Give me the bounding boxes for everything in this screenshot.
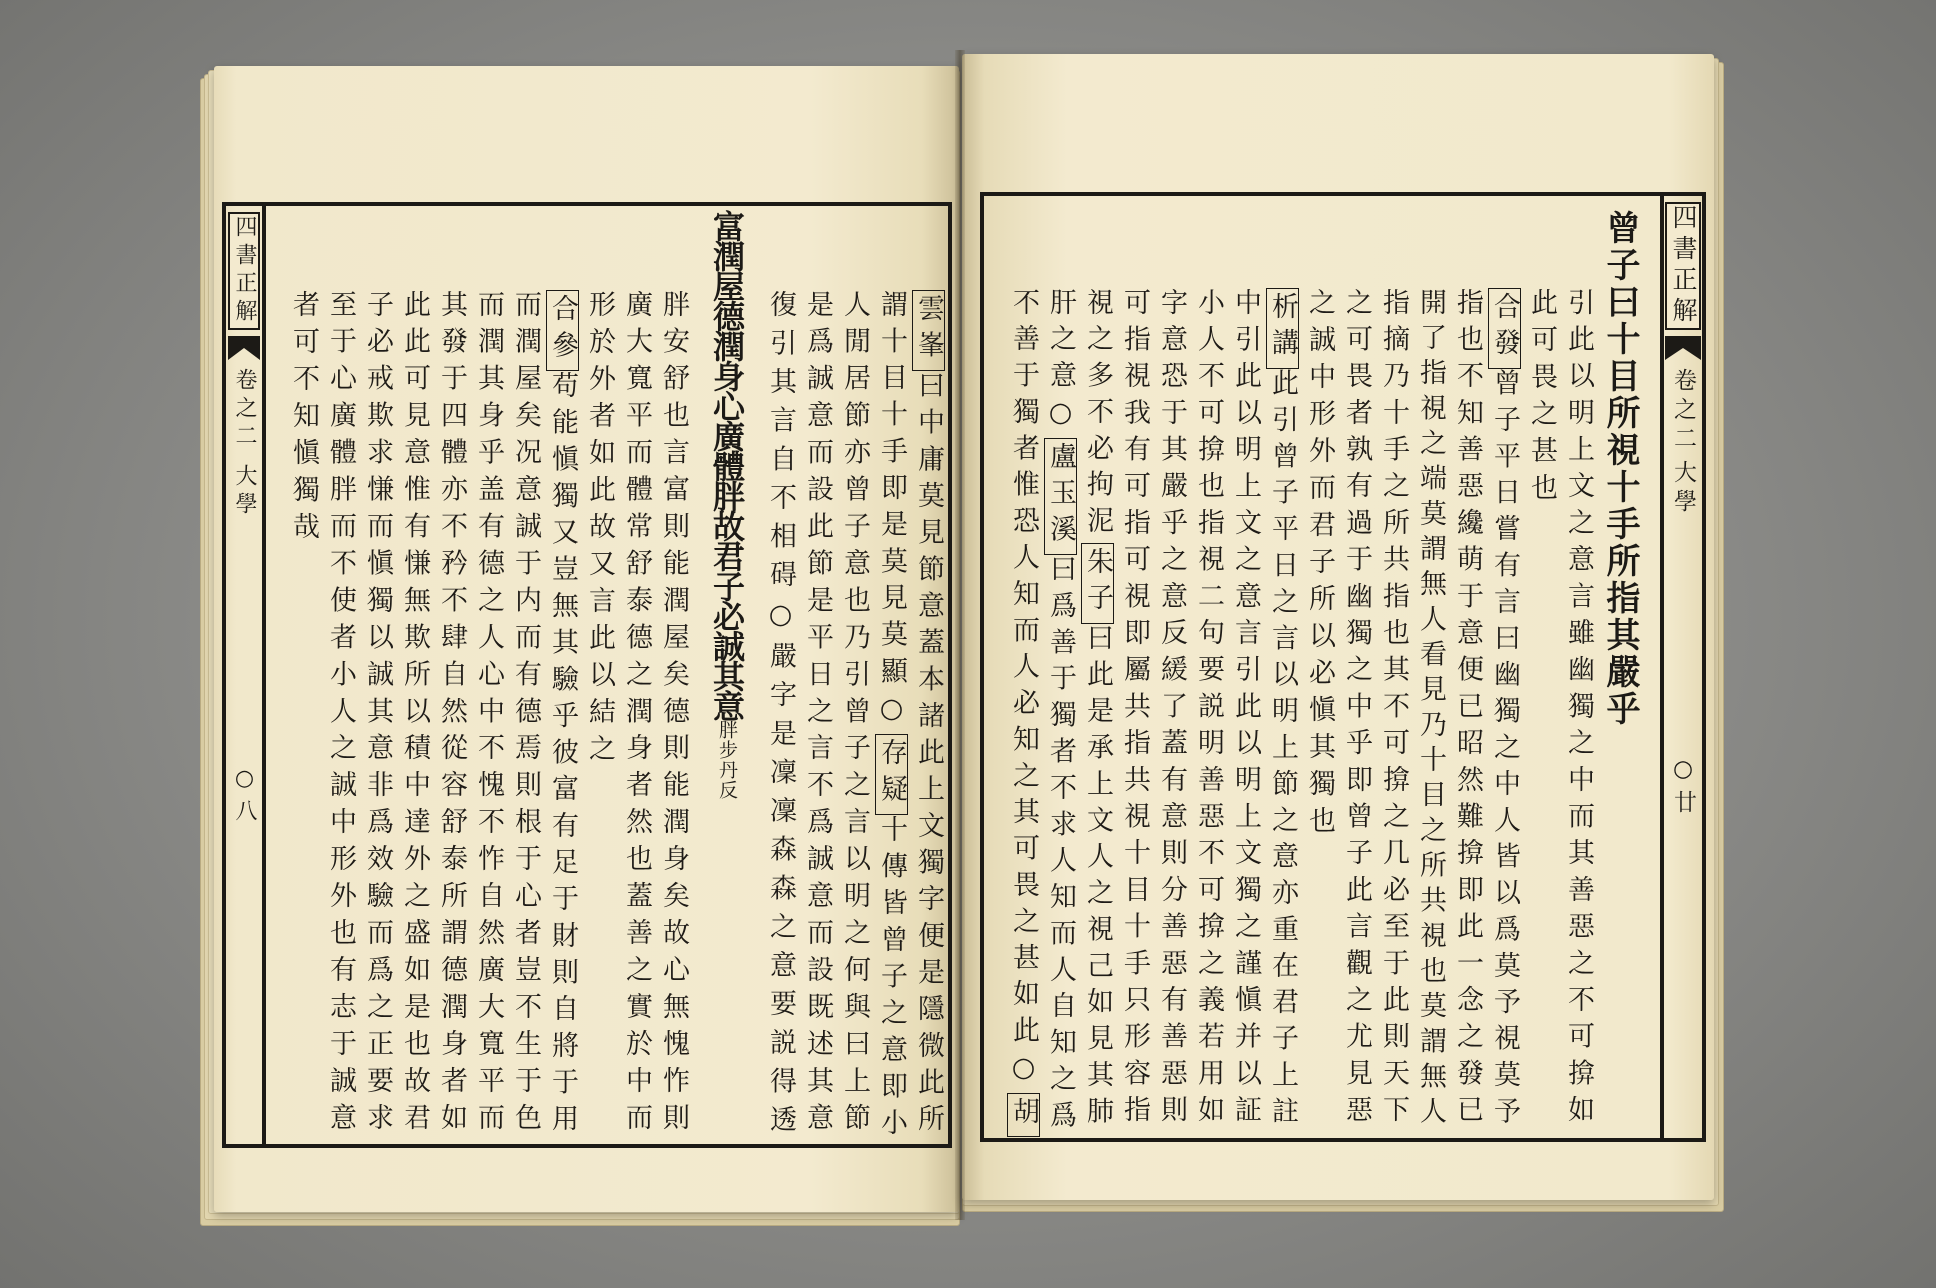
fish-tail-mark	[228, 336, 260, 360]
commentary-text: 者可不知愼獨哉	[288, 290, 319, 549]
boxed-source-name: 合參	[546, 290, 579, 371]
commentary-column	[322, 290, 359, 1140]
commentary-text: 苟能愼獨又豈無其驗乎彼富有足于財則自將于用	[547, 371, 578, 1142]
boxed-source-name: 胡	[1007, 1093, 1040, 1137]
fish-tail-mark	[1665, 336, 1701, 360]
commentary-text: 此引曾子平日之言以明上節之意亦重在君子上註	[1267, 368, 1298, 1134]
commentary-text: 至于心廣體胖而不使者小人之誠中形外也有志于誠意	[325, 290, 356, 1140]
edge-volume: 卷之二	[232, 368, 257, 452]
boxed-source-name: 存疑	[875, 734, 908, 815]
commentary-text: 指摘乃十手之所共指也其不可揜之几必至于此則天下	[1378, 288, 1409, 1132]
boxed-source-name: 雲峯	[912, 290, 945, 371]
commentary-column	[1264, 288, 1301, 1132]
main-text-column	[692, 210, 762, 800]
commentary-column	[1486, 288, 1523, 1132]
commentary-text: 之可畏者孰有過于幽獨之中乎即曾子此言觀之尤見惡	[1341, 288, 1372, 1132]
commentary-text: 之誠中形外而君子所以必愼其獨也	[1304, 288, 1335, 843]
left-page-text-block	[285, 210, 947, 1146]
commentary-text: 人閒居節亦曾子意也乃引曾子之言以明之何與曰上節	[839, 290, 870, 1140]
main-text: 曾子曰十目所視十手所指其嚴乎	[1600, 210, 1640, 728]
commentary-text: 字意恐于其嚴乎之意反緩了蓋有意則分善惡有善惡則	[1156, 288, 1187, 1132]
commentary-column	[655, 290, 692, 1140]
commentary-column	[285, 290, 322, 1140]
commentary-column	[910, 290, 947, 1140]
edge-folio: ○八	[232, 766, 257, 829]
commentary-text: 中引此以明上文之意言引此以明上文獨之謹愼并以証	[1230, 288, 1261, 1132]
boxed-source-name: 析講	[1266, 288, 1299, 369]
commentary-column	[873, 290, 910, 1146]
commentary-column	[762, 290, 799, 1144]
boxed-source-name: 盧玉溪	[1044, 438, 1077, 555]
edge-volume: 卷之二	[1670, 368, 1696, 455]
boxed-source-name: 合發	[1488, 288, 1521, 369]
commentary-column	[544, 290, 581, 1140]
commentary-column	[836, 290, 873, 1140]
commentary-text: 復引其言自不相碍○嚴字是凜凜森森之意要説得透	[765, 290, 796, 1144]
commentary-text: 曰此是承上文人之視己如見其肺	[1082, 623, 1113, 1134]
commentary-column	[1560, 288, 1597, 1132]
commentary-column	[1375, 288, 1412, 1132]
edge-title: 四書正解	[1665, 202, 1701, 330]
commentary-column	[1153, 288, 1190, 1132]
commentary-text: 其發于四體亦不矜不肆自然從容舒泰所謂德潤身者如	[436, 290, 467, 1140]
commentary-text: 謂十目十手即是莫見莫顯○	[876, 290, 907, 734]
commentary-text: 曰中庸莫見節意蓋本諸此上文獨字便是隱微此所	[913, 371, 944, 1142]
commentary-text: 開了指視之端莫謂無人看見乃十目之所共視也莫謂無人	[1415, 288, 1446, 1132]
commentary-column	[1005, 288, 1042, 1132]
commentary-column	[1079, 288, 1116, 1132]
commentary-text: 視之多不必拘泥	[1082, 288, 1113, 543]
commentary-text: 曾子平日嘗有言曰幽獨之中人皆以爲莫予視莫予	[1489, 368, 1520, 1134]
commentary-text: 引此以明上文之意言雖幽獨之中而其善惡之不可揜如	[1563, 288, 1594, 1132]
frame-divider	[1660, 196, 1664, 1138]
commentary-column	[1301, 288, 1338, 1132]
commentary-text: 此此可見意惟有慊無欺所以積中達外之盛如是也故君	[399, 290, 430, 1140]
commentary-text: 指也不知善惡纔萌于意便已昭然難揜即此一念之發已	[1452, 288, 1483, 1132]
commentary-column	[1338, 288, 1375, 1132]
commentary-column	[1523, 288, 1560, 1132]
commentary-text: 小人不可揜也指視二句要説明善惡不可揜之義若用如	[1193, 288, 1224, 1132]
commentary-text: 肝之意○	[1045, 288, 1076, 438]
commentary-column	[470, 290, 507, 1140]
frame-divider	[262, 206, 266, 1144]
commentary-column	[799, 290, 836, 1140]
edge-folio: ○廿	[1670, 756, 1696, 821]
commentary-text: 十傳皆曾子之意即小	[876, 815, 907, 1146]
commentary-text: 廣大寬平而體常舒泰德之潤身者然也蓋善之實於中而	[621, 290, 652, 1140]
commentary-column	[396, 290, 433, 1140]
commentary-text: 是爲誠意而設此節是平日之言不爲誠意而設既述其意	[802, 290, 833, 1140]
commentary-text: 形於外者如此故又言此以結之	[584, 290, 615, 771]
edge-title: 四書正解	[228, 212, 260, 330]
commentary-text: 胖安舒也言富則能潤屋矣德則能潤身矣故心無愧怍則	[658, 290, 689, 1140]
commentary-column	[581, 290, 618, 1140]
edge-section: 大學	[1670, 460, 1696, 518]
commentary-column	[359, 290, 396, 1140]
commentary-text: 曰爲善于獨者不求人知而人自知之爲	[1045, 554, 1076, 1138]
commentary-text: 可指視我有可指可視即屬共指共視十目十手只形容指	[1119, 288, 1150, 1132]
commentary-column	[507, 290, 544, 1140]
main-text: 富潤屋德潤身心廣體胖故君子必誠其意	[708, 210, 746, 720]
commentary-group	[762, 210, 947, 1146]
main-text-column	[1597, 210, 1643, 728]
boxed-source-name: 朱子	[1081, 543, 1114, 624]
commentary-column	[1116, 288, 1153, 1132]
commentary-column	[1227, 288, 1264, 1132]
commentary-column	[1449, 288, 1486, 1132]
commentary-group	[285, 210, 692, 1140]
commentary-text: 不善于獨者惟恐人知而人必知之其可畏之甚如此○	[1008, 288, 1039, 1093]
edge-section: 大學	[232, 464, 257, 520]
commentary-column	[1412, 288, 1449, 1132]
commentary-column	[1042, 288, 1079, 1138]
commentary-text: 而潤其身乎盖有德之人心中不愧不怍自然廣大寬平而	[473, 290, 504, 1140]
commentary-column	[1190, 288, 1227, 1132]
commentary-column	[433, 290, 470, 1140]
book-gutter	[955, 50, 965, 1220]
commentary-text: 此可畏之甚也	[1526, 288, 1557, 510]
pronunciation-note: 胖步丹反	[716, 720, 738, 800]
commentary-text: 而潤屋矣况意誠于内而有德焉則根于心者豈不生于色	[510, 290, 541, 1140]
commentary-group	[1005, 210, 1597, 1138]
commentary-text: 子必戒欺求慊而愼獨以誠其意非爲效驗而爲之正要求	[362, 290, 393, 1140]
commentary-column	[618, 290, 655, 1140]
right-page-text-block	[1005, 210, 1643, 1138]
